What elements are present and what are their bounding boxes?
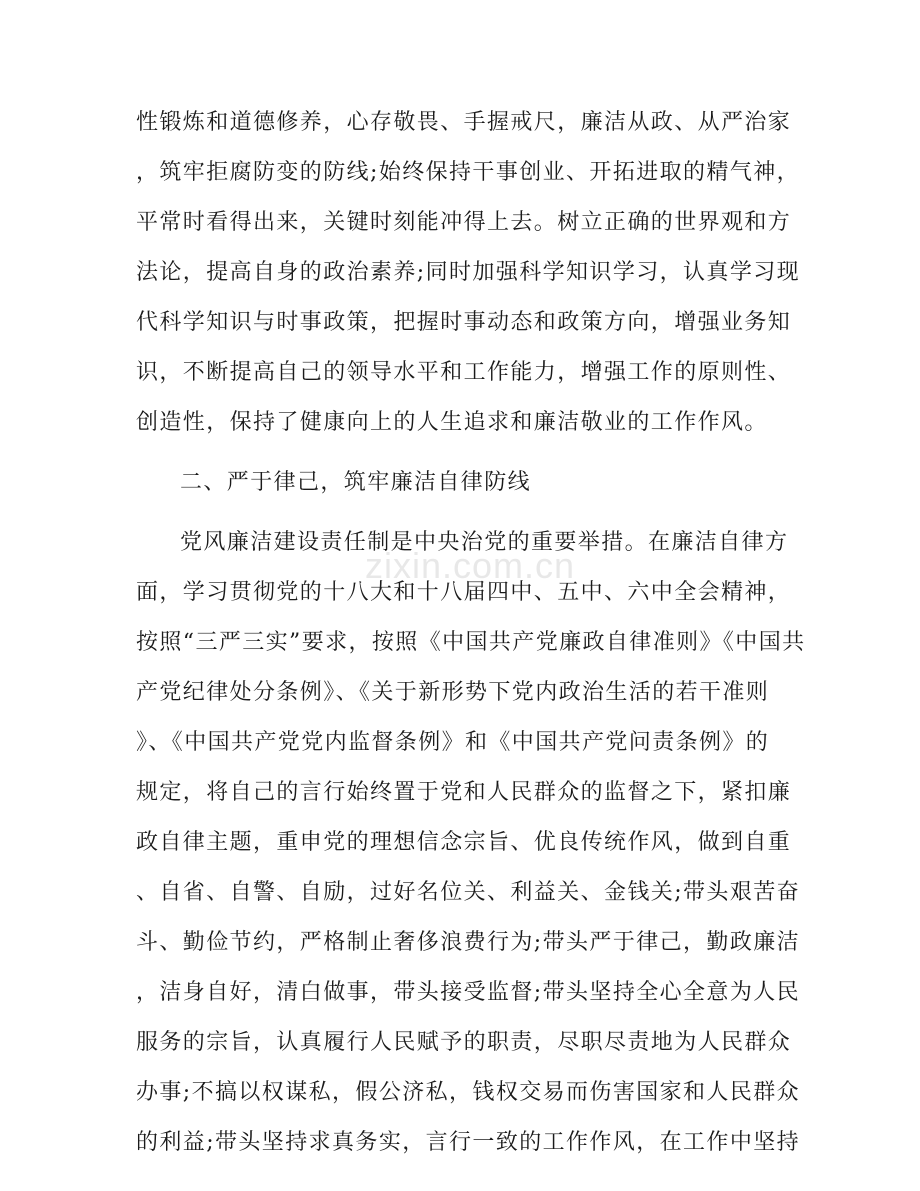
text-line: 按照“三严三实”要求，按照《中国共产党廉政自律准则》《中国共 <box>136 630 806 655</box>
text-line: 面，学习贯彻党的十八大和十八届四中、五中、六中全会精神， <box>136 580 792 605</box>
text-line: 斗、勤俭节约，严格制止奢侈浪费行为;带头严于律己，勤政廉洁 <box>136 930 801 955</box>
text-line: 办事;不搞以权谋私，假公济私，钱权交易而伤害国家和人民群众 <box>136 1080 801 1105</box>
text-line: 政自律主题，重申党的理想信念宗旨、优良传统作风，做到自重 <box>136 830 792 855</box>
text-line: 产党纪律处分条例》、《关于新形势下党内政治生活的若干准则 <box>136 680 770 705</box>
text-line: ，洁身自好，清白做事，带头接受监督;带头坚持全心全意为人民 <box>136 980 801 1005</box>
watermark: zixin.com.cn <box>364 545 576 586</box>
text-line: 平常时看得出来，关键时刻能冲得上去。树立正确的世界观和方 <box>136 210 792 235</box>
text-line: 性锻炼和道德修养，心存敬畏、手握戒尺，廉洁从政、从严治家 <box>136 110 792 135</box>
text-line: 党风廉洁建设责任制是中央治党的重要举措。在廉洁自律方 <box>180 530 789 555</box>
text-line: ，筑牢拒腐防变的防线;始终保持干事创业、开拓进取的精气神， <box>136 160 801 185</box>
text-line: 》、《中国共产党党内监督条例》和《中国共产党问责条例》的 <box>136 730 770 755</box>
text-line: 规定，将自己的言行始终置于党和人民群众的监督之下，紧扣廉 <box>136 780 792 805</box>
text-line: 代科学知识与时事政策，把握时事动态和政策方向，增强业务知 <box>136 310 792 335</box>
text-line: 法论，提高自身的政治素养;同时加强科学知识学习，认真学习现 <box>136 260 801 285</box>
text-line: 、自省、自警、自励，过好名位关、利益关、金钱关;带头艰苦奋 <box>136 880 801 905</box>
text-line: 的利益;带头坚持求真务实，言行一致的工作作风，在工作中坚持 <box>136 1130 801 1155</box>
section-heading: 二、严于律己，筑牢廉洁自律防线 <box>180 470 532 495</box>
text-line: 服务的宗旨，认真履行人民赋予的职责，尽职尽责地为人民群众 <box>136 1030 792 1055</box>
text-line: 创造性，保持了健康向上的人生追求和廉洁敬业的工作作风。 <box>136 410 768 435</box>
text-line: 识，不断提高自己的领导水平和工作能力，增强工作的原则性、 <box>136 360 792 385</box>
